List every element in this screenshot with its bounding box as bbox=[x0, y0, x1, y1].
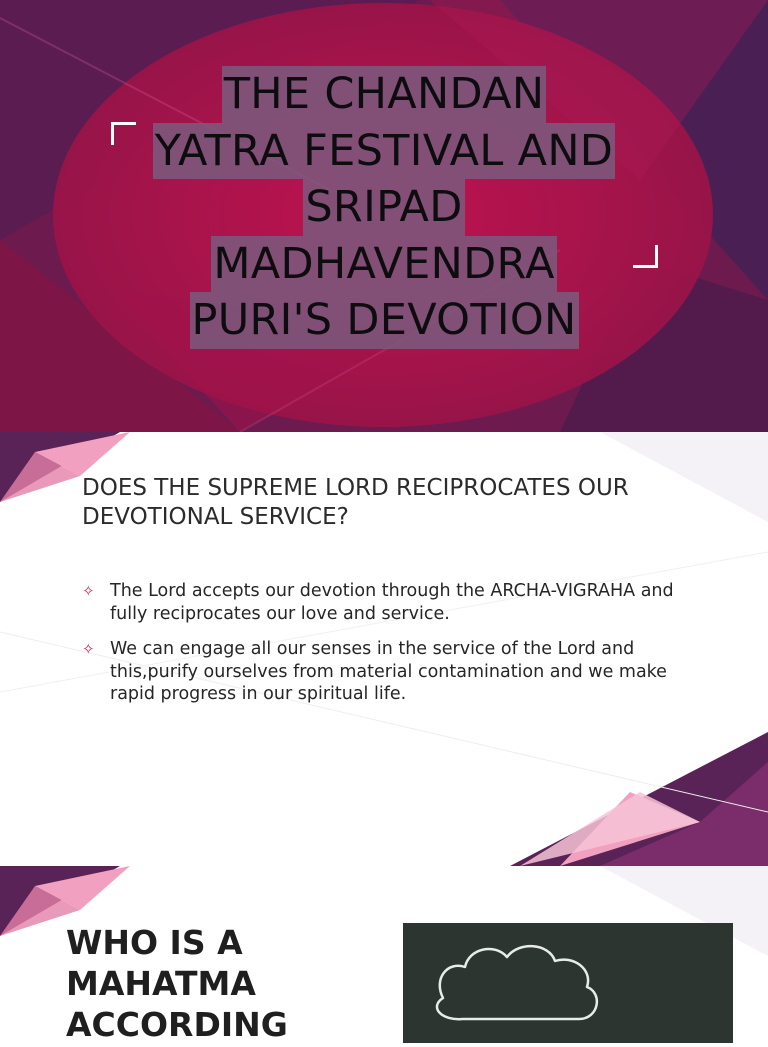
title-line: SRIPAD bbox=[303, 179, 464, 236]
title-line: ACCORDING bbox=[66, 1005, 288, 1044]
list-item bbox=[82, 638, 702, 706]
title-line: WHO IS A bbox=[66, 923, 243, 962]
title-line: THE CHANDAN bbox=[222, 66, 547, 123]
chalkboard-image bbox=[403, 923, 733, 1043]
partial-slide bbox=[0, 866, 768, 1044]
title-line: PURI'S DEVOTION bbox=[190, 292, 579, 349]
diamond-outline-icon: ✧ bbox=[82, 640, 95, 658]
slide-heading: DOES THE SUPREME LORD RECIPROCATES OUR DEVOTIONAL SERVICE? bbox=[82, 475, 629, 530]
title-line: MADHAVENDRA bbox=[211, 236, 556, 293]
bullet-text: The Lord accepts our devotion through the ARCHA-VIGRAHA and fully reciprocates our love and service. bbox=[110, 581, 674, 624]
diamond-outline-icon: ✧ bbox=[82, 582, 95, 600]
title-line: YATRA FESTIVAL AND bbox=[153, 123, 615, 180]
title-slide bbox=[0, 0, 768, 432]
slide-title bbox=[112, 66, 656, 349]
chalkboard-cloud-icon bbox=[403, 923, 733, 1043]
bullet-text: We can engage all our senses in the service of the Lord and this,purify ourselves from material contamination and we make rapid progress in our spiritual life. bbox=[110, 639, 667, 704]
content-slide bbox=[0, 432, 768, 866]
slide-title bbox=[66, 922, 386, 1045]
list-item bbox=[82, 580, 702, 625]
bullet-list bbox=[82, 580, 702, 719]
title-line: MAHATMA bbox=[66, 964, 256, 1003]
